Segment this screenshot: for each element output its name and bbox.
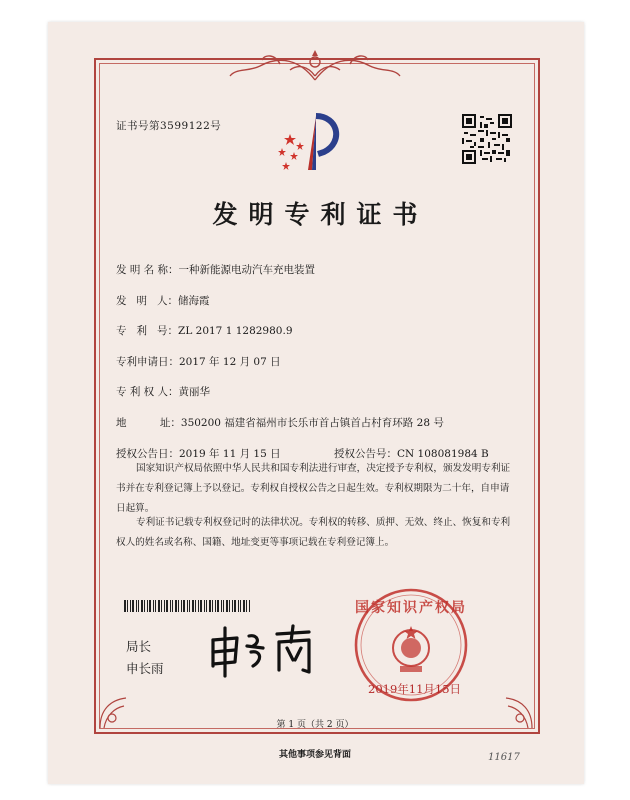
barcode-bar <box>246 600 247 612</box>
barcode-bar <box>198 600 199 612</box>
barcode-bar <box>132 600 134 612</box>
barcode-bar <box>127 600 128 612</box>
certificate-title: 发明专利证书 <box>212 200 429 229</box>
director-name: 申长雨 <box>126 661 164 676</box>
barcode-bar <box>243 600 245 612</box>
field-filing-date <box>116 354 281 369</box>
field-value: ZL 2017 1 1282980.9 <box>178 325 293 337</box>
field-label: 发 明 人： <box>116 295 179 307</box>
barcode-bar <box>215 600 216 612</box>
field-label: 授权公告日： <box>116 448 179 460</box>
svg-text:国家知识产权局 <box>355 599 467 616</box>
barcode-bar <box>175 600 177 612</box>
barcode-bar <box>192 600 194 612</box>
barcode-bar <box>212 600 213 612</box>
barcode-bar <box>200 600 202 612</box>
barcode-bar <box>238 600 239 612</box>
footer-note: 其他事项参见背面 <box>278 750 351 760</box>
page-number: 第 1 页（共 2 页） <box>276 720 354 730</box>
barcode-bar <box>136 600 137 612</box>
barcode-bar <box>166 600 168 612</box>
cnipa-logo-icon <box>272 112 352 174</box>
field-label: 发 明 名 称： <box>116 264 179 276</box>
field-label: 专 利 号： <box>116 325 179 337</box>
field-label: 专利申请日： <box>116 356 179 368</box>
field-value: 黄丽华 <box>178 386 211 398</box>
barcode-bar <box>124 600 126 612</box>
barcode-bar <box>232 600 233 612</box>
barcode-bar <box>155 600 156 612</box>
field-address <box>116 415 444 430</box>
barcode-bar <box>144 600 145 612</box>
barcode-bar <box>217 600 219 612</box>
barcode <box>124 600 252 612</box>
seal-date: 2019年11月15日 <box>368 682 462 696</box>
barcode-bar <box>204 600 205 612</box>
barcode-bar <box>141 600 143 612</box>
handwritten-note: 11617 <box>488 752 520 763</box>
barcode-bar <box>147 600 148 612</box>
field-value: 储海霞 <box>178 295 210 307</box>
barcode-bar <box>223 600 224 612</box>
top-ornament <box>220 50 410 86</box>
barcode-bar <box>249 600 250 612</box>
field-inventor <box>116 293 210 308</box>
barcode-bar <box>189 600 190 612</box>
certificate-number: 证书号第3599122号 <box>116 120 222 132</box>
barcode-bar <box>221 600 222 612</box>
qr-code <box>462 114 512 164</box>
barcode-bar <box>183 600 185 612</box>
field-value: 2019 年 11 月 15 日 <box>179 448 281 460</box>
director-title: 局长 <box>126 639 152 654</box>
body-paragraph: 专利证书记载专利权登记时的法律状况。专利权的转移、质押、无效、终止、恢复和专利权人的姓名或名称、国籍、地址变更等事项记载在专利登记簿上。 <box>116 517 511 548</box>
barcode-bar <box>195 600 196 612</box>
field-value: CN 108081984 B <box>397 448 489 460</box>
field-value: 350200 福建省福州市长乐市首占镇首占村育环路 28 号 <box>180 417 444 429</box>
barcode-bar <box>206 600 207 612</box>
field-patent-no <box>116 323 293 338</box>
field-value: 2017 年 12 月 07 日 <box>179 356 281 368</box>
body-paragraph: 国家知识产权局依照中华人民共和国专利法进行审查，决定授予专利权，颁发发明专利证书并在专利登记簿上予以登记。专利权自授权公告之日起生效。专利权期限为二十年，自申请日起算。 <box>116 463 511 514</box>
field-value: 一种新能源电动汽车充电装置 <box>178 264 316 276</box>
barcode-bar <box>149 600 151 612</box>
barcode-bar <box>164 600 165 612</box>
barcode-bar <box>158 600 160 612</box>
barcode-bar <box>226 600 228 612</box>
barcode-bar <box>172 600 173 612</box>
barcode-bar <box>161 600 162 612</box>
barcode-bar <box>187 600 188 612</box>
barcode-bar <box>240 600 241 612</box>
barcode-bar <box>229 600 230 612</box>
barcode-bar <box>138 600 139 612</box>
barcode-bar <box>153 600 154 612</box>
field-patentee <box>116 384 210 399</box>
barcode-bar <box>209 600 211 612</box>
barcode-bar <box>170 600 171 612</box>
barcode-bar <box>181 600 182 612</box>
barcode-bar <box>234 600 236 612</box>
field-invention-name <box>116 262 315 277</box>
field-label: 授权公告号： <box>334 448 397 460</box>
barcode-bar <box>178 600 179 612</box>
seal-text: 国家知识产权局 <box>355 600 467 616</box>
field-label: 地 址： <box>116 417 181 429</box>
field-label: 专 利 权 人： <box>116 386 179 398</box>
barcode-bar <box>130 600 131 612</box>
director-signature <box>205 622 325 678</box>
